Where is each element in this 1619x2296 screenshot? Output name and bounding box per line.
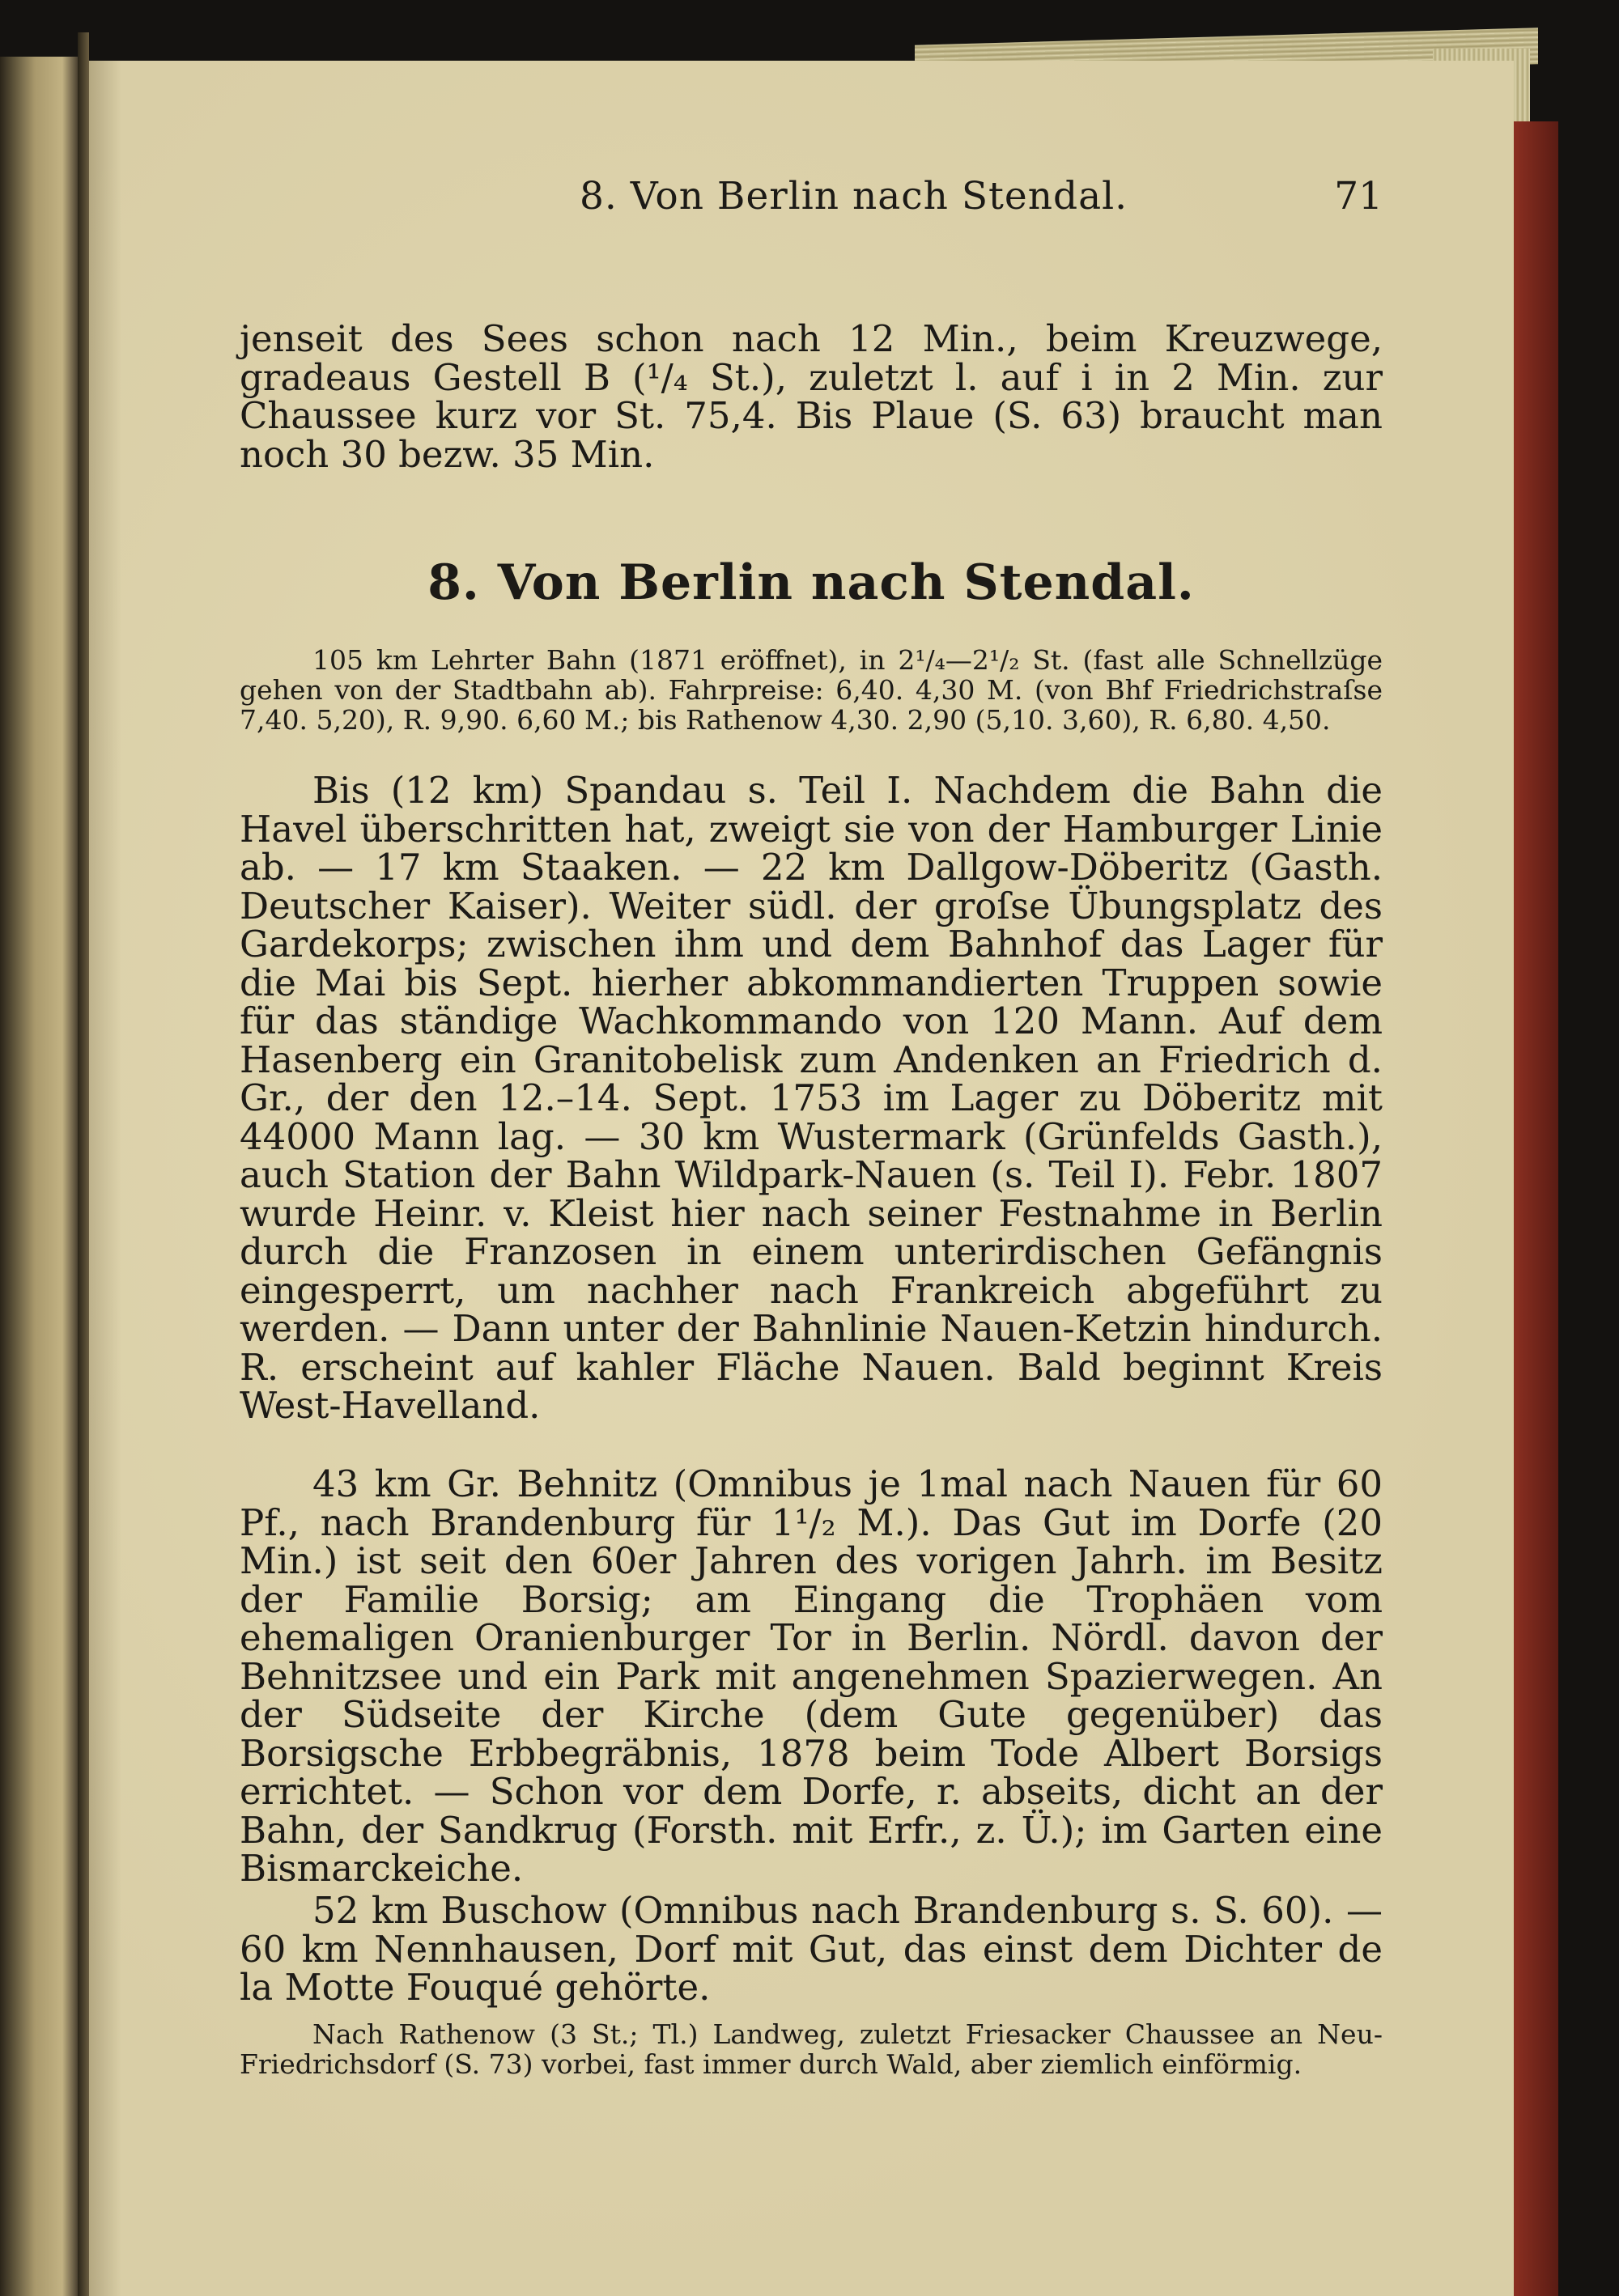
- page-number: 71: [1334, 174, 1383, 219]
- section-heading: 8. Von Berlin nach Stendal.: [427, 554, 1195, 611]
- left-page-edge: [0, 57, 78, 2296]
- paragraph-spandau: Bis (12 km) Spandau s. Teil I. Nachdem die Bahn die Havel überschritten hat, zweigt sie von der Hamburger Linie ab. — 17 km Staaken. — 22 km Dallgow-Döberitz (Gasth. Deutscher Kaiser). Weiter südl. der groſse Übungsplatz des Gardekorps; zwischen ihm und dem Bahnhof das Lager für die Mai bis Sept. hierher abkommandierten Truppen sowie für das ständige Wachkommando von 120 Mann. Auf dem Hasenberg ein Granitobelisk zum Andenken an Friedrich d. Gr., der den 12.–14. Sept. 1753 im Lager zu Döberitz mit 44000 Mann lag. — 30 km Wustermark (Grünfelds Gasth.), auch Station der Bahn Wildpark-Nauen (s. Teil I). Febr. 1807 wurde Heinr. v. Kleist hier nach seiner Festnahme in Berlin durch die Franzosen in einem unterirdischen Gefängnis eingesperrt, um nachher nach Frankreich abgeführt zu werden. — Dann unter der Bahnlinie Nauen-Ketzin hindurch. R. erscheint auf kahler Fläche Nauen. Bald beginnt Kreis West-Havelland.: [240, 769, 1383, 1427]
- route-note: 105 km Lehrter Bahn (1871 eröffnet), in 2¹/₄—2¹/₂ St. (fast alle Schnellzüge gehen von der Stadtbahn ab). Fahrpreise: 6,40. 4,30 M. (von Bhf Friedrichstraſse 7,40. 5,20), R. 9,90. 6,60 M.; bis Rathenow 4,30. 2,90 (5,10. 3,60), R. 6,80. 4,50.: [240, 644, 1383, 736]
- running-head: [240, 174, 1383, 231]
- book-page: [89, 61, 1514, 2296]
- paragraph-behnitz: 43 km Gr. Behnitz (Omnibus je 1mal nach Nauen für 60 Pf., nach Brandenburg für 1¹/₂ M.). Das Gut im Dorfe (20 Min.) ist seit den 60er Jahren des vorigen Jahrh. im Besitz der Familie Borsig; am Eingang die Trophäen vom ehemaligen Oranienburger Tor in Berlin. Nördl. davon der Behnitzsee und ein Park mit angenehmen Spazierwegen. An der Südseite der Kirche (dem Gute gegenüber) das Borsigsche Erbbegräbnis, 1878 beim Tode Albert Borsigs errichtet. — Schon vor dem Dorfe, r. abseits, dicht an der Bahn, der Sandkrug (Forsth. mit Erfr., z. Ü.); im Garten eine Bismarckeiche.: [240, 1462, 1383, 1890]
- footnote-rathenow: Nach Rathenow (3 St.; Tl.) Landweg, zuletzt Friesacker Chaussee an Neu-Friedrichsdorf (S. 73) vorbei, fast immer durch Wald, aber ziemlich einförmig.: [240, 2018, 1383, 2080]
- intro-paragraph: jenseit des Sees schon nach 12 Min., beim Kreuzwege, gradeaus Gestell B (¹/₄ St.), zuletzt l. auf i in 2 Min. zur Chaussee kurz vor St. 75,4. Bis Plaue (S. 63) braucht man noch 30 bezw. 35 Min.: [240, 317, 1383, 476]
- running-head-title: 8. Von Berlin nach Stendal.: [580, 174, 1128, 219]
- red-book-edge: [1514, 121, 1558, 2296]
- paragraph-buschow: 52 km Buschow (Omnibus nach Brandenburg s. S. 60). — 60 km Nennhausen, Dorf mit Gut, das einst dem Dichter de la Motte Fouqué gehörte.: [240, 1889, 1383, 2009]
- book-gutter: [78, 32, 89, 2296]
